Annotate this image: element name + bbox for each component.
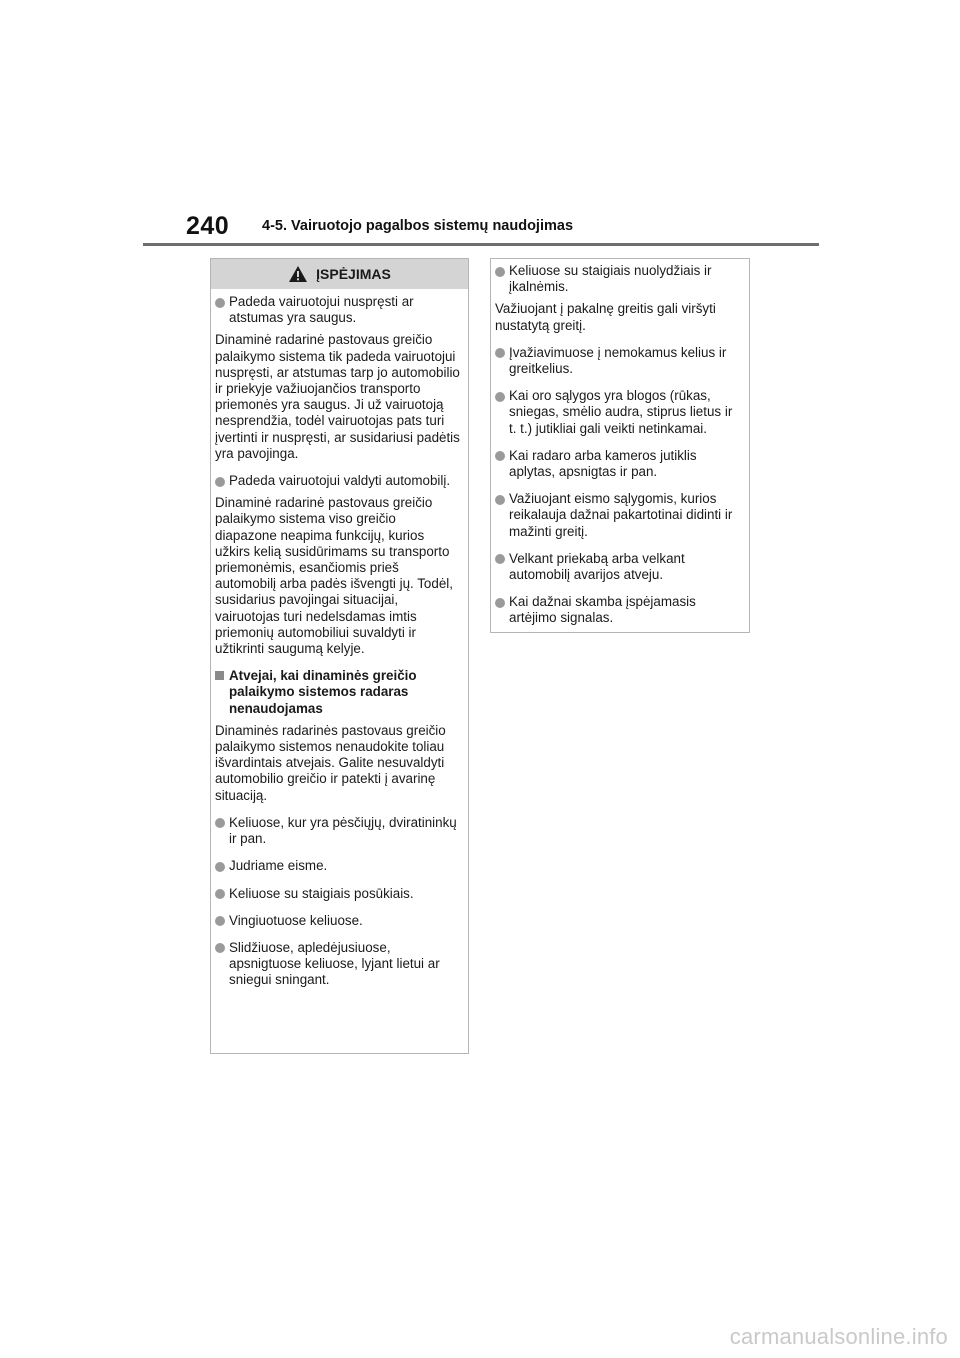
bullet-icon [215,889,225,899]
bullet-icon [495,267,505,277]
list-item: Kai radaro arba kameros jutiklis aplytas, apsnigtas ir pan. [495,448,741,480]
bullet-icon [215,862,225,872]
subsection-heading: Atvejai, kai dinaminės greičio palaikymo sistemos radaras nenaudojamas [215,668,460,717]
bullet-icon [495,554,505,564]
warning-title: ĮSPĖJIMAS [316,266,391,282]
list-item: Padeda vairuotojui nuspręsti ar atstumas yra saugus. [215,294,460,326]
bullet-icon [495,348,505,358]
bullet-icon [495,598,505,608]
watermark: carmanualsonline.info [729,1324,948,1349]
bullet-icon [495,451,505,461]
bullet-icon [215,943,225,953]
warning-content-right [491,259,749,627]
list-item: Padeda vairuotojui valdyti automobilį. [215,473,460,489]
warning-box-right [490,258,750,633]
paragraph: Dinaminė radarinė pastovaus greičio palaikymo sistema tik padeda vairuotojui nuspręsti, ar atstumas tarp jo automobilio ir priekyje važiuojančios transporto priemonės yra saugus. Ji už vairuotoją nesprendžia, todėl vairuotojas pats turi įvertinti ir nuspręsti, ar susidariusi padėtis yra pavojinga. [215,332,460,461]
page-header [0,0,960,250]
bullet-icon [215,298,225,308]
page-number: 240 [186,212,230,240]
list-item: Keliuose su staigiais nuolydžiais ir įkalnėmis. [495,263,741,295]
bullet-icon [495,495,505,505]
warning-header [211,259,468,289]
list-item: Keliuose, kur yra pėsčiųjų, dviratininkų ir pan. [215,815,460,847]
warning-box-left [210,258,469,1054]
list-item: Vingiuotuose keliuose. [215,913,460,929]
bullet-icon [215,477,225,487]
warning-content-left [211,289,468,989]
section-title: 4-5. Vairuotojo pagalbos sistemų naudojimas [262,218,574,234]
list-item: Keliuose su staigiais posūkiais. [215,886,460,902]
paragraph: Važiuojant į pakalnę greitis gali viršyti nustatytą greitį. [495,301,716,333]
list-item: Kai oro sąlygos yra blogos (rūkas, sniegas, smėlio audra, stiprus lietus ir t. t.) jutikliai gali veikti netinkamai. [495,388,741,437]
list-item: Įvažiavimuose į nemokamus kelius ir greitkelius. [495,345,741,377]
header-divider [143,243,819,246]
list-item: Kai dažnai skamba įspėjamasis artėjimo signalas. [495,594,741,626]
square-bullet-icon [215,671,224,680]
bullet-icon [215,916,225,926]
paragraph: Dinaminė radarinė pastovaus greičio palaikymo sistema viso greičio diapazone neapima funkcijų, kurios užkirs kelią susidūrimams su transporto priemonėmis, esančiomis prieš automobilį arba padės išvengti jų. Todėl, susidarius pavojingai situacijai, vairuotojas turi nedelsdamas imtis priemonių automobiliui suvaldyti ir užtikrinti saugumą kelyje. [215,495,453,657]
bullet-icon [215,818,225,828]
paragraph: Dinaminės radarinės pastovaus greičio palaikymo sistemos nenaudokite toliau išvardintais atvejais. Galite nesuvaldyti automobilio greičio ir patekti į avarinę situaciją. [215,722,446,803]
list-item: Velkant priekabą arba velkant automobilį avarijos atveju. [495,551,741,583]
warning-triangle-icon [288,265,308,283]
bullet-icon [495,392,505,402]
list-item: Slidžiuose, apledėjusiuose, apsnigtuose keliuose, lyjant lietui ar sniegui sningant. [215,940,460,989]
list-item: Važiuojant eismo sąlygomis, kurios reikalauja dažnai pakartotinai didinti ir mažinti greitį. [495,491,741,540]
list-item: Judriame eisme. [215,858,460,874]
